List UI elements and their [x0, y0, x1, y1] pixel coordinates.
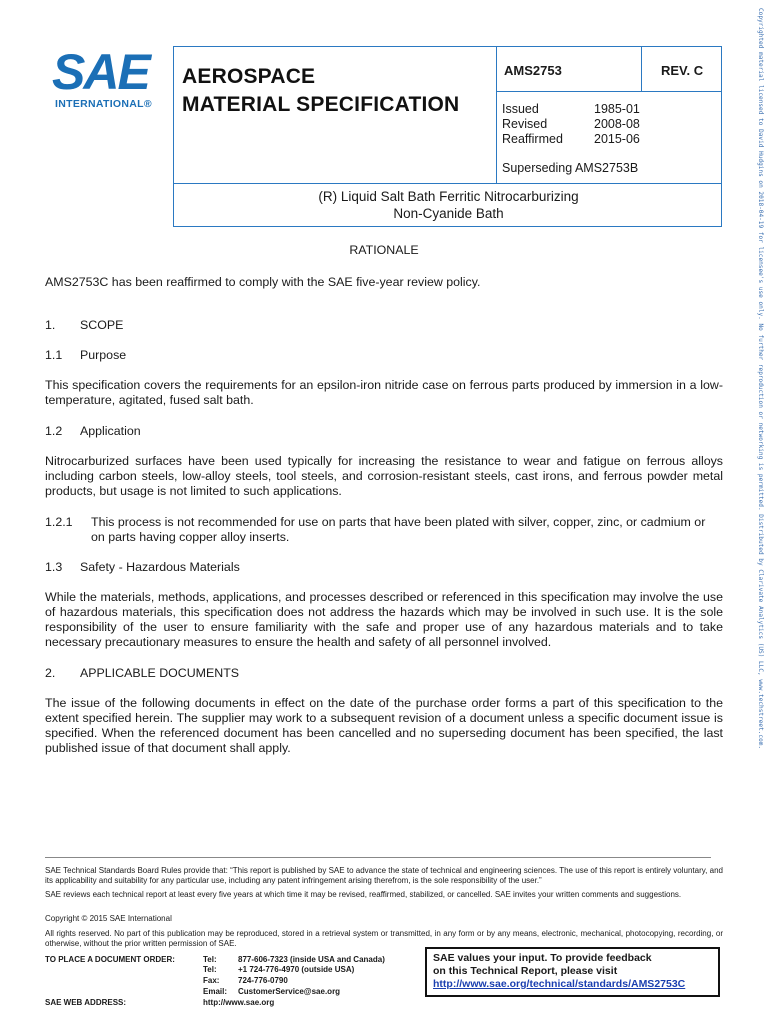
- rights-notice: All rights reserved. No part of this publication may be reproduced, stored in a retrieval system or transmitted, in any form or by any means, electronic, mechanical, photocopying, recording, or otherwise, without the prior written permission of SAE.: [45, 929, 723, 948]
- tel-value: 877-606-7323 (inside USA and Canada): [238, 955, 385, 964]
- section-heading: [45, 424, 141, 438]
- section-title: Purpose: [80, 348, 127, 362]
- issued-label: Issued: [502, 102, 539, 116]
- order-label: TO PLACE A DOCUMENT ORDER:: [45, 955, 175, 964]
- sae-logo: [52, 46, 162, 114]
- logo-mark: SAE: [52, 44, 149, 100]
- section-title: Safety - Hazardous Materials: [80, 560, 240, 574]
- paragraph: This process is not recommended for use on parts that have been plated with silver, copper, zinc, or cadmium or: [91, 515, 706, 529]
- feedback-text: on this Technical Report, please visit: [433, 965, 618, 977]
- license-watermark: [752, 8, 766, 1008]
- section-number: 1.1: [45, 348, 63, 362]
- web-label: SAE WEB ADDRESS:: [45, 998, 127, 1007]
- paragraph: on parts having copper alloy inserts.: [91, 530, 290, 544]
- paragraph: The issue of the following documents in effect on the date of the purchase order forms a part of this specification to the extent specified herein. The supplier may work to a subsequent revision of a document unless a specific document issue is specified. When the referenced document has been cancelled and no superseding document has been specified, the last published issue of that document shall apply.: [45, 696, 723, 755]
- section-heading: [45, 318, 123, 332]
- section-title: APPLICABLE DOCUMENTS: [80, 666, 240, 680]
- document-number: AMS2753: [504, 63, 562, 78]
- license-watermark-text: Copyrighted material licensed to David Hudgins on 2018-04-19 for licensee's use only. No further reproduction or networking is permitted. Distributed by Clarivate Analytics (US) LLC, www.techstreet.com.: [757, 8, 764, 750]
- subsection-number: 1.2.1: [45, 515, 73, 529]
- reaffirmed-label: Reaffirmed: [502, 132, 563, 146]
- revised-label: Revised: [502, 117, 548, 131]
- doc-type-title: MATERIAL SPECIFICATION: [182, 93, 460, 116]
- revised-date: 2008-08: [594, 117, 640, 131]
- doc-type-title: AEROSPACE: [182, 65, 316, 88]
- paragraph: This specification covers the requirements for an epsilon-iron nitride case on ferrous parts produced by immersion in a low-temperature, agitated, fused salt bath.: [45, 378, 723, 407]
- paragraph: Nitrocarburized surfaces have been used typically for increasing the resistance to wear and fatigue on ferrous alloys including carbon steels, low-alloy steels, tool steels, and corrosion-resistant steels, cast irons, and ferrous powder metal products, but usage is not limited to such applications.: [45, 454, 723, 498]
- footer-divider: [45, 857, 711, 858]
- document-subject: Non-Cyanide Bath: [393, 206, 504, 221]
- header-divider: [174, 183, 721, 184]
- logo-subtitle: INTERNATIONAL®: [55, 98, 152, 110]
- tel-label: Tel:: [203, 955, 217, 964]
- issued-date: 1985-01: [594, 102, 640, 116]
- section-title: SCOPE: [80, 318, 124, 332]
- section-title: Application: [80, 424, 141, 438]
- section-number: 2.: [45, 666, 56, 680]
- section-heading: [45, 348, 126, 362]
- feedback-link[interactable]: http://www.sae.org/technical/standards/AMS2753C: [433, 978, 686, 990]
- copyright: Copyright © 2015 SAE International: [45, 914, 172, 923]
- feedback-box: [425, 947, 720, 997]
- footer-rules: SAE Technical Standards Board Rules provide that: “This report is published by SAE to advance the state of technical and engineering sciences. The use of this report is entirely voluntary, and its applicability and suitability for any particular use, including any patent infringement arising therefrom, is the sole responsibility of the user.”: [45, 866, 723, 885]
- section-heading: [45, 560, 240, 574]
- tel-value: +1 724-776-4970 (outside USA): [238, 965, 355, 974]
- section-number: 1.3: [45, 560, 63, 574]
- reaffirmed-date: 2015-06: [594, 132, 640, 146]
- feedback-text: SAE values your input. To provide feedback: [433, 952, 652, 964]
- header-box: [173, 46, 722, 227]
- document-subject: (R) Liquid Salt Bath Ferritic Nitrocarburizing: [318, 189, 579, 204]
- email-link[interactable]: CustomerService@sae.org: [238, 987, 341, 996]
- fax-value: 724-776-0790: [238, 976, 288, 985]
- revision-label: REV. C: [661, 63, 704, 78]
- section-heading: [45, 666, 239, 680]
- footer-review: SAE reviews each technical report at least every five years at which time it may be revised, reaffirmed, stabilized, or cancelled. SAE invites your written comments and suggestions.: [45, 890, 682, 899]
- email-label: Email:: [203, 987, 228, 996]
- tel-label: Tel:: [203, 965, 217, 974]
- superseding-note: Superseding AMS2753B: [502, 161, 639, 175]
- section-number: 1.2: [45, 424, 63, 438]
- paragraph: While the materials, methods, applications, and processes described or referenced in this specification may involve the use of hazardous materials, this specification does not address the hazards which may be involved in such use. It is the sole responsibility of the user to ensure familiarity with the safe and proper use of any hazardous materials and to take necessary precautionary measures to ensure the health and safety of all personnel involved.: [45, 590, 723, 649]
- header-divider: [641, 47, 642, 91]
- header-divider: [496, 47, 497, 183]
- fax-label: Fax:: [203, 976, 220, 985]
- rationale-text: AMS2753C has been reaffirmed to comply with the SAE five-year review policy.: [45, 275, 481, 289]
- header-divider: [496, 91, 722, 92]
- rationale-heading: RATIONALE: [349, 243, 419, 257]
- section-number: 1.: [45, 318, 56, 332]
- web-link[interactable]: http://www.sae.org: [203, 998, 275, 1007]
